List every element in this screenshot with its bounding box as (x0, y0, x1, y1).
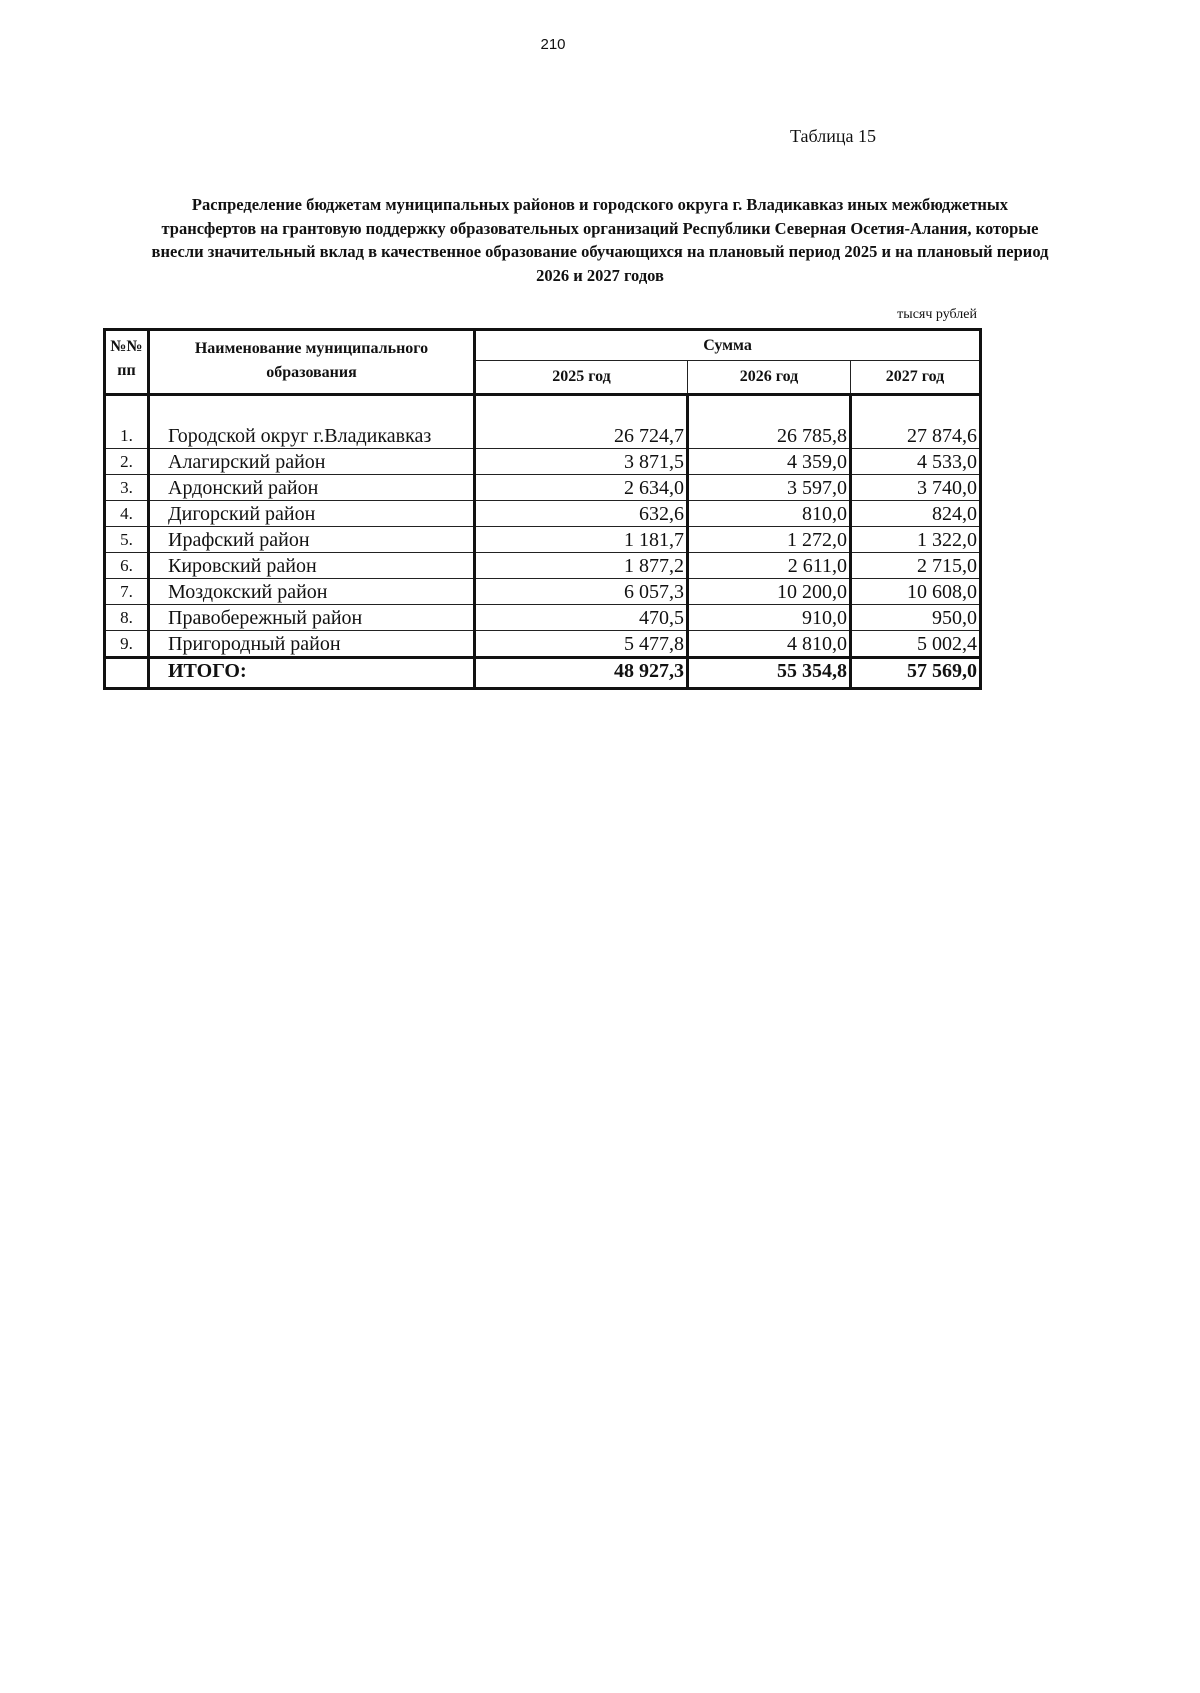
municipality-name: Кировский район (149, 553, 475, 579)
value-2025: 3 871,5 (475, 449, 688, 475)
header-year-2025: 2025 год (475, 361, 688, 395)
table-label: Таблица 15 (790, 126, 876, 146)
value-2027: 27 874,6 (851, 395, 981, 449)
row-number: 1. (105, 395, 149, 449)
header-sum: Сумма (475, 330, 981, 361)
municipality-name: Правобережный район (149, 605, 475, 631)
municipality-name: Дигорский район (149, 501, 475, 527)
row-number: 8. (105, 605, 149, 631)
table-row (105, 605, 981, 631)
table-row (105, 395, 981, 449)
row-number: 2. (105, 449, 149, 475)
total-row-number (105, 658, 149, 689)
page-number: 210 (540, 36, 566, 53)
value-2027: 10 608,0 (851, 579, 981, 605)
row-number: 9. (105, 631, 149, 658)
value-2027: 4 533,0 (851, 449, 981, 475)
total-label: ИТОГО: (149, 658, 475, 689)
row-number: 4. (105, 501, 149, 527)
value-2025: 5 477,8 (475, 631, 688, 658)
row-number: 3. (105, 475, 149, 501)
total-row (105, 658, 981, 689)
municipality-name: Моздокский район (149, 579, 475, 605)
header-year-2027: 2027 год (851, 361, 981, 395)
total-2025: 48 927,3 (475, 658, 688, 689)
municipality-name: Пригородный район (149, 631, 475, 658)
municipality-name: Ардонский район (149, 475, 475, 501)
value-2025: 632,6 (475, 501, 688, 527)
value-2026: 1 272,0 (688, 527, 851, 553)
row-number: 6. (105, 553, 149, 579)
header-year-2026: 2026 год (688, 361, 851, 395)
document-title: Распределение бюджетам муниципальных районов и городского округа г. Владикавказ иных межбюджетных трансфертов на грантовую поддержку образовательных организаций Республики Северная Осетия-Алания, которые внесли значительный вклад в качественное образование обучающихся на плановый период 2025 и на плановый период 2026 и 2027 годов (151, 195, 1049, 285)
municipality-name: Ирафский район (149, 527, 475, 553)
value-2025: 2 634,0 (475, 475, 688, 501)
value-2026: 4 359,0 (688, 449, 851, 475)
table-row (105, 579, 981, 605)
value-2026: 910,0 (688, 605, 851, 631)
value-2025: 26 724,7 (475, 395, 688, 449)
value-2026: 4 810,0 (688, 631, 851, 658)
value-2027: 2 715,0 (851, 553, 981, 579)
value-2026: 3 597,0 (688, 475, 851, 501)
value-2027: 5 002,4 (851, 631, 981, 658)
value-2025: 1 877,2 (475, 553, 688, 579)
table-row (105, 527, 981, 553)
table-row (105, 553, 981, 579)
header-num: №№ пп (105, 330, 149, 395)
value-2027: 1 322,0 (851, 527, 981, 553)
value-2025: 470,5 (475, 605, 688, 631)
value-2027: 950,0 (851, 605, 981, 631)
value-2027: 3 740,0 (851, 475, 981, 501)
value-2025: 6 057,3 (475, 579, 688, 605)
table-row (105, 449, 981, 475)
row-number: 7. (105, 579, 149, 605)
municipality-name: Алагирский район (149, 449, 475, 475)
row-number: 5. (105, 527, 149, 553)
budget-table (103, 328, 982, 690)
table-row (105, 631, 981, 658)
header-row-1 (105, 330, 981, 361)
total-2026: 55 354,8 (688, 658, 851, 689)
value-2026: 26 785,8 (688, 395, 851, 449)
value-2025: 1 181,7 (475, 527, 688, 553)
table-row (105, 475, 981, 501)
header-name: Наименование муниципального образования (149, 330, 475, 395)
total-2027: 57 569,0 (851, 658, 981, 689)
municipality-name: Городской округ г.Владикавказ (149, 395, 475, 449)
value-2026: 10 200,0 (688, 579, 851, 605)
value-2027: 824,0 (851, 501, 981, 527)
units-label: тысяч рублей (897, 307, 977, 322)
value-2026: 2 611,0 (688, 553, 851, 579)
table-row (105, 501, 981, 527)
value-2026: 810,0 (688, 501, 851, 527)
